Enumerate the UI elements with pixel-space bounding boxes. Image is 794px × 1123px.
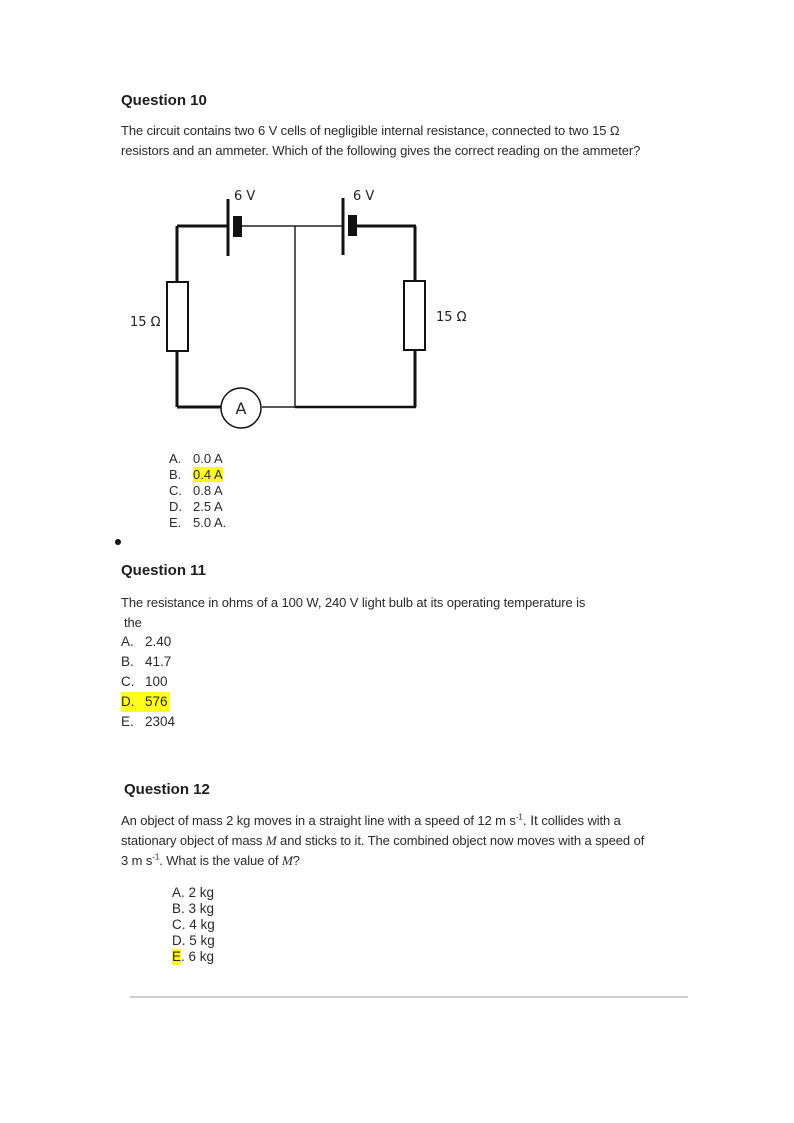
option-a[interactable] [169,451,226,467]
option-text: 2.40 [145,634,172,649]
text-run: . It [522,812,538,828]
text-run: stationary object of mass [121,833,266,848]
option-letter: C. [121,674,135,689]
text-run: collides with a [537,813,621,828]
option-letter: E. [121,714,134,729]
option-letter: D [172,933,182,948]
option-d[interactable] [169,499,226,515]
option-letter: B. [121,654,134,669]
text-run: An object of mass 2 kg moves in a straight line with a speed of 12 m s [121,813,516,828]
cell-right-short-plate [348,215,357,236]
option-text: 2304 [145,714,176,729]
option-letter: C [172,917,182,932]
text-run: . What is the value of [159,853,282,868]
option-b[interactable] [121,652,175,672]
option-text: . 6 kg [181,949,215,964]
option-text: 5.0 A. [193,515,227,530]
list-bullet [115,539,121,545]
superscript: -1 [515,812,523,822]
question-12-text [121,810,741,871]
option-text-highlighted: 0.4 A [193,467,223,482]
option-text: . 5 kg [181,933,215,948]
superscript: -1 [152,852,160,862]
option-text: 2.5 A [193,499,223,514]
cell-left-short-plate [233,216,242,237]
question-11-title: Question 11 [121,562,207,579]
option-e[interactable] [169,515,226,531]
option-e[interactable] [121,712,175,732]
option-text: . 2 kg [181,885,215,900]
horizontal-divider [130,996,688,998]
option-letter: A. [169,451,182,466]
option-d[interactable] [121,692,175,712]
option-letter: A [172,885,182,900]
text-run: ? [292,853,300,868]
option-text: 41.7 [145,654,172,669]
option-letter: D. [169,499,182,514]
resistor-right-label: 15 Ω [436,310,467,325]
option-letter: E. [169,515,182,530]
question-11-text [121,593,721,633]
option-c[interactable] [172,917,215,933]
option-text: 100 [145,674,168,689]
option-e[interactable] [172,949,215,965]
cell-right-label: 6 V [353,189,375,204]
ammeter-label: A [235,399,247,418]
resistor-left-label: 15 Ω [130,315,161,330]
question-10-options [169,451,226,531]
question-11-options [121,632,175,732]
option-letter-highlighted: E [172,949,182,964]
option-b[interactable] [169,467,226,483]
option-text: 0.8 A [193,483,223,498]
option-text: 576 [145,694,168,709]
question-10-line-1: The circuit contains two 6 V cells of negligible internal resistance, connected to two 15 Ω [121,123,620,138]
question-11-line-2: the [124,615,142,630]
option-letter: B [172,901,182,916]
option-a[interactable] [172,885,215,901]
cell-left-label: 6 V [234,189,256,204]
question-12-line-3 [121,851,741,871]
resistor-right [404,281,425,350]
variable-m: M [265,833,277,848]
option-b[interactable] [172,901,215,917]
option-a[interactable] [121,632,175,652]
resistor-left [167,282,188,351]
question-11-line-1: The resistance in ohms of a 100 W, 240 V light bulb at its operating temperature is [121,595,586,610]
option-highlight [121,692,170,712]
question-10-line-2: resistors and an ammeter. Which of the following gives the correct reading on the ammeter? [121,143,641,158]
option-text: . 3 kg [181,901,215,916]
option-text: . 4 kg [181,917,215,932]
option-c[interactable] [169,483,226,499]
option-d[interactable] [172,933,215,949]
option-letter: D. [121,694,135,709]
variable-m: M [281,853,293,868]
question-10-title: Question 10 [121,92,207,109]
option-letter: C. [169,483,182,498]
circuit-diagram [0,0,794,440]
text-run: and sticks to it. The combined object now moves with a speed of [276,833,645,848]
question-12-options [172,885,215,965]
option-text: 0.0 A [193,451,223,466]
question-12-line-2 [121,831,741,851]
option-c[interactable] [121,672,175,692]
question-12-line-1 [121,810,741,831]
option-letter: B. [169,467,182,482]
question-12-title: Question 12 [124,781,210,798]
option-letter: A. [121,634,134,649]
text-run: 3 m s [121,853,153,868]
